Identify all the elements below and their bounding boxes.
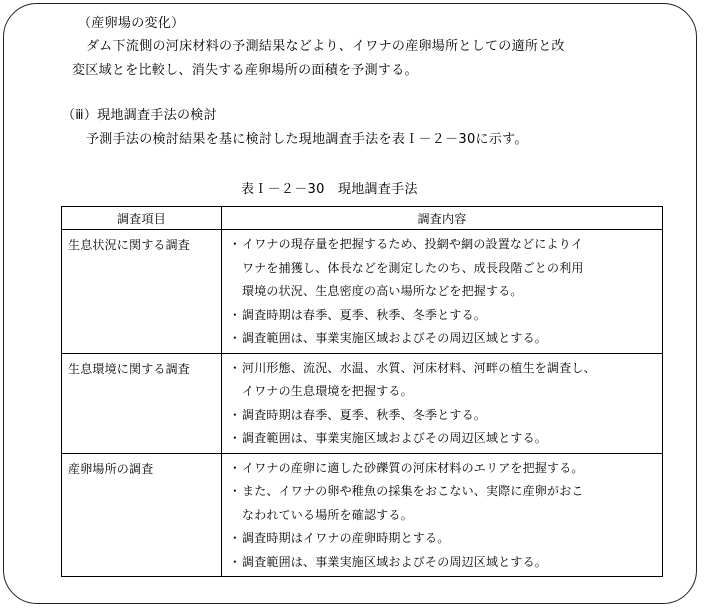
section-heading-spawning-change: （産卵場の変化） bbox=[78, 16, 185, 31]
paragraph-line-2: 変区域とを比較し、消失する産卵場所の面積を予測する。 bbox=[72, 63, 418, 78]
bullet-text: イワナの生息環境を把握する。 bbox=[242, 384, 413, 398]
bullet-text: なわれている場所を確認する。 bbox=[242, 507, 413, 522]
bullet-item bbox=[228, 327, 657, 351]
bullet-text: 環境の状況、生息密度の高い場所などを把握する。 bbox=[242, 284, 523, 298]
bullet-text: イワナの現存量を把握するため、投網や網の設置などによりイ bbox=[242, 237, 584, 251]
survey-item-habitat-environment: 生息環境に関する調査 bbox=[62, 353, 222, 453]
bullet-text: 調査時期は春季、夏季、秋季、冬季とする。 bbox=[242, 407, 487, 422]
bullet-text: また、イワナの卵や稚魚の採集をおこない、実際に産卵がおこ bbox=[242, 484, 584, 498]
bullet-text: 調査時期は春季、夏季、秋季、冬季とする。 bbox=[242, 307, 487, 322]
survey-method-table bbox=[61, 206, 663, 577]
bullet-mark: ・ bbox=[228, 237, 242, 251]
bullet-text: 調査範囲は、事業実施区域およびその周辺区域とする。 bbox=[242, 331, 548, 345]
paragraph-survey-method: 予測手法の検討結果を基に検討した現地調査手法を表Ｉ－２－30に示す。 bbox=[86, 132, 528, 147]
bullet-mark: ・ bbox=[228, 554, 242, 569]
bullet-item bbox=[228, 480, 657, 527]
bullet-mark: ・ bbox=[228, 484, 242, 498]
table-header-row bbox=[62, 207, 663, 230]
bullet-item bbox=[228, 404, 657, 428]
bullet-item bbox=[228, 427, 657, 451]
bullet-mark: ・ bbox=[228, 307, 242, 322]
bullet-mark: ・ bbox=[228, 531, 242, 545]
table-row bbox=[62, 353, 663, 453]
bullet-mark: ・ bbox=[228, 331, 242, 345]
header-survey-content: 調査内容 bbox=[222, 207, 663, 230]
bullet-mark: ・ bbox=[228, 360, 242, 375]
bullet-text: イワナの産卵に適した砂礫質の河床材料のエリアを把握する。 bbox=[242, 460, 584, 475]
paragraph-line-1: ダム下流側の河床材料の予測結果などより、イワナの産卵場所としての適所と改 bbox=[86, 39, 565, 54]
bullet-item bbox=[228, 457, 657, 481]
survey-content-cell bbox=[222, 353, 663, 453]
bullet-mark: ・ bbox=[228, 407, 242, 422]
bullet-item bbox=[228, 527, 657, 551]
bullet-text: 調査範囲は、事業実施区域およびその周辺区域とする。 bbox=[242, 431, 548, 445]
section-heading-survey-method: （ⅲ）現地調査手法の検討 bbox=[62, 108, 217, 123]
table-row bbox=[62, 453, 663, 577]
bullet-text: 河川形態、流況、水温、水質、河床材料、河畔の植生を調査し、 bbox=[242, 360, 596, 375]
bullet-text: ワナを捕獲し、体長などを測定したのち、成長段階ごとの利用 bbox=[242, 260, 584, 275]
header-survey-item: 調査項目 bbox=[62, 207, 222, 230]
survey-content-cell bbox=[222, 230, 663, 354]
bullet-text: 調査時期はイワナの産卵時期とする。 bbox=[242, 531, 450, 545]
survey-content-cell bbox=[222, 453, 663, 577]
bullet-item bbox=[228, 304, 657, 328]
bullet-mark: ・ bbox=[228, 431, 242, 445]
table-caption: 表Ｉ－２－30 現地調査手法 bbox=[241, 182, 418, 197]
table-row bbox=[62, 230, 663, 354]
bullet-item bbox=[228, 551, 657, 575]
bullet-text: 調査範囲は、事業実施区域およびその周辺区域とする。 bbox=[242, 554, 548, 569]
survey-item-habitat-status: 生息状況に関する調査 bbox=[62, 230, 222, 354]
bullet-item bbox=[228, 233, 657, 304]
bullet-mark: ・ bbox=[228, 460, 242, 475]
survey-item-spawning-site: 産卵場所の調査 bbox=[62, 453, 222, 577]
bullet-item bbox=[228, 357, 657, 404]
